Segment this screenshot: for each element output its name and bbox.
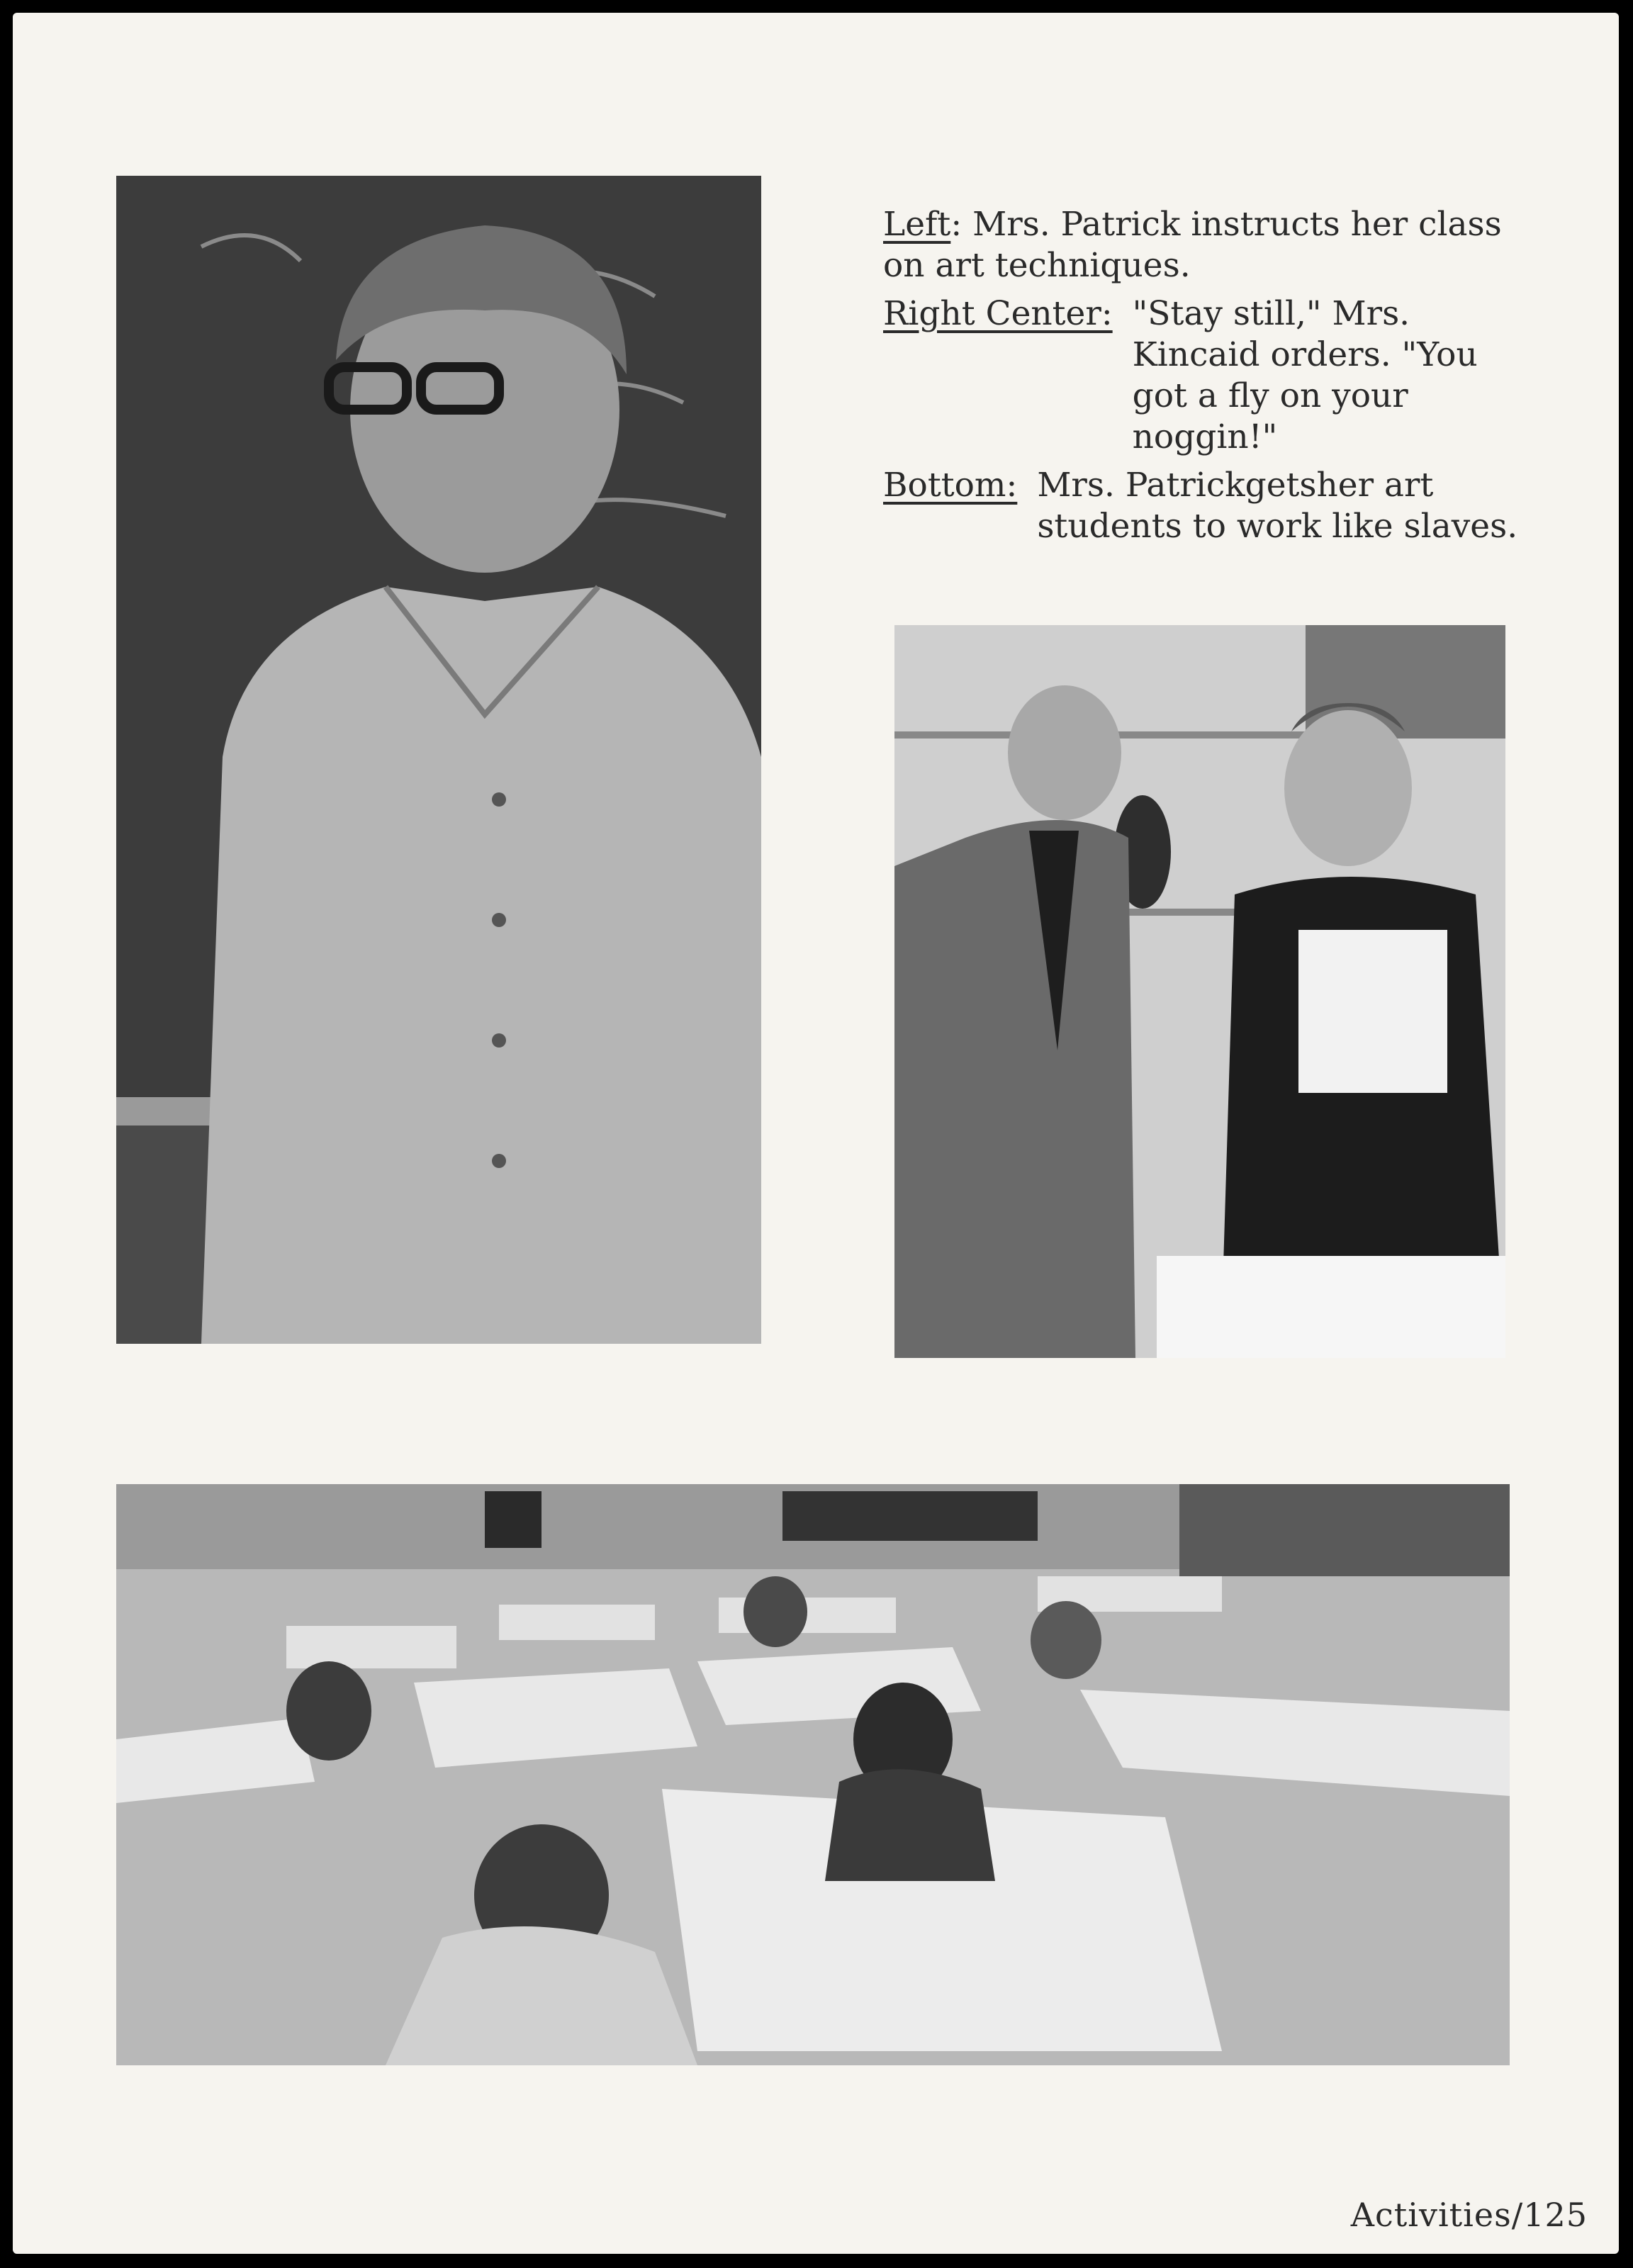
caption-left-text: : Mrs. Patrick instructs her class on art techniques. [883,205,1502,285]
page-footer-folio: Activities/125 [1350,2196,1588,2234]
caption-bottom-text: Mrs. Patrickgetsher art students to work like slaves. [1037,466,1518,546]
photo-teacher-at-chalkboard [116,176,761,1344]
caption-left-label: Left [883,205,951,244]
caption-bottom [883,465,1535,547]
caption-right-center [883,293,1535,458]
yearbook-page [13,13,1619,2254]
caption-right-center-text: "Stay still," Mrs. Kincaid orders. "You got a fly on your noggin!" [1132,294,1478,456]
caption-right-center-label: Right Center: [883,294,1113,333]
photo-two-teachers-talking [894,625,1505,1358]
caption-bottom-label: Bottom: [883,466,1018,505]
caption-left [883,204,1535,286]
photo-art-classroom [116,1484,1510,2065]
photo-captions [883,204,1535,554]
